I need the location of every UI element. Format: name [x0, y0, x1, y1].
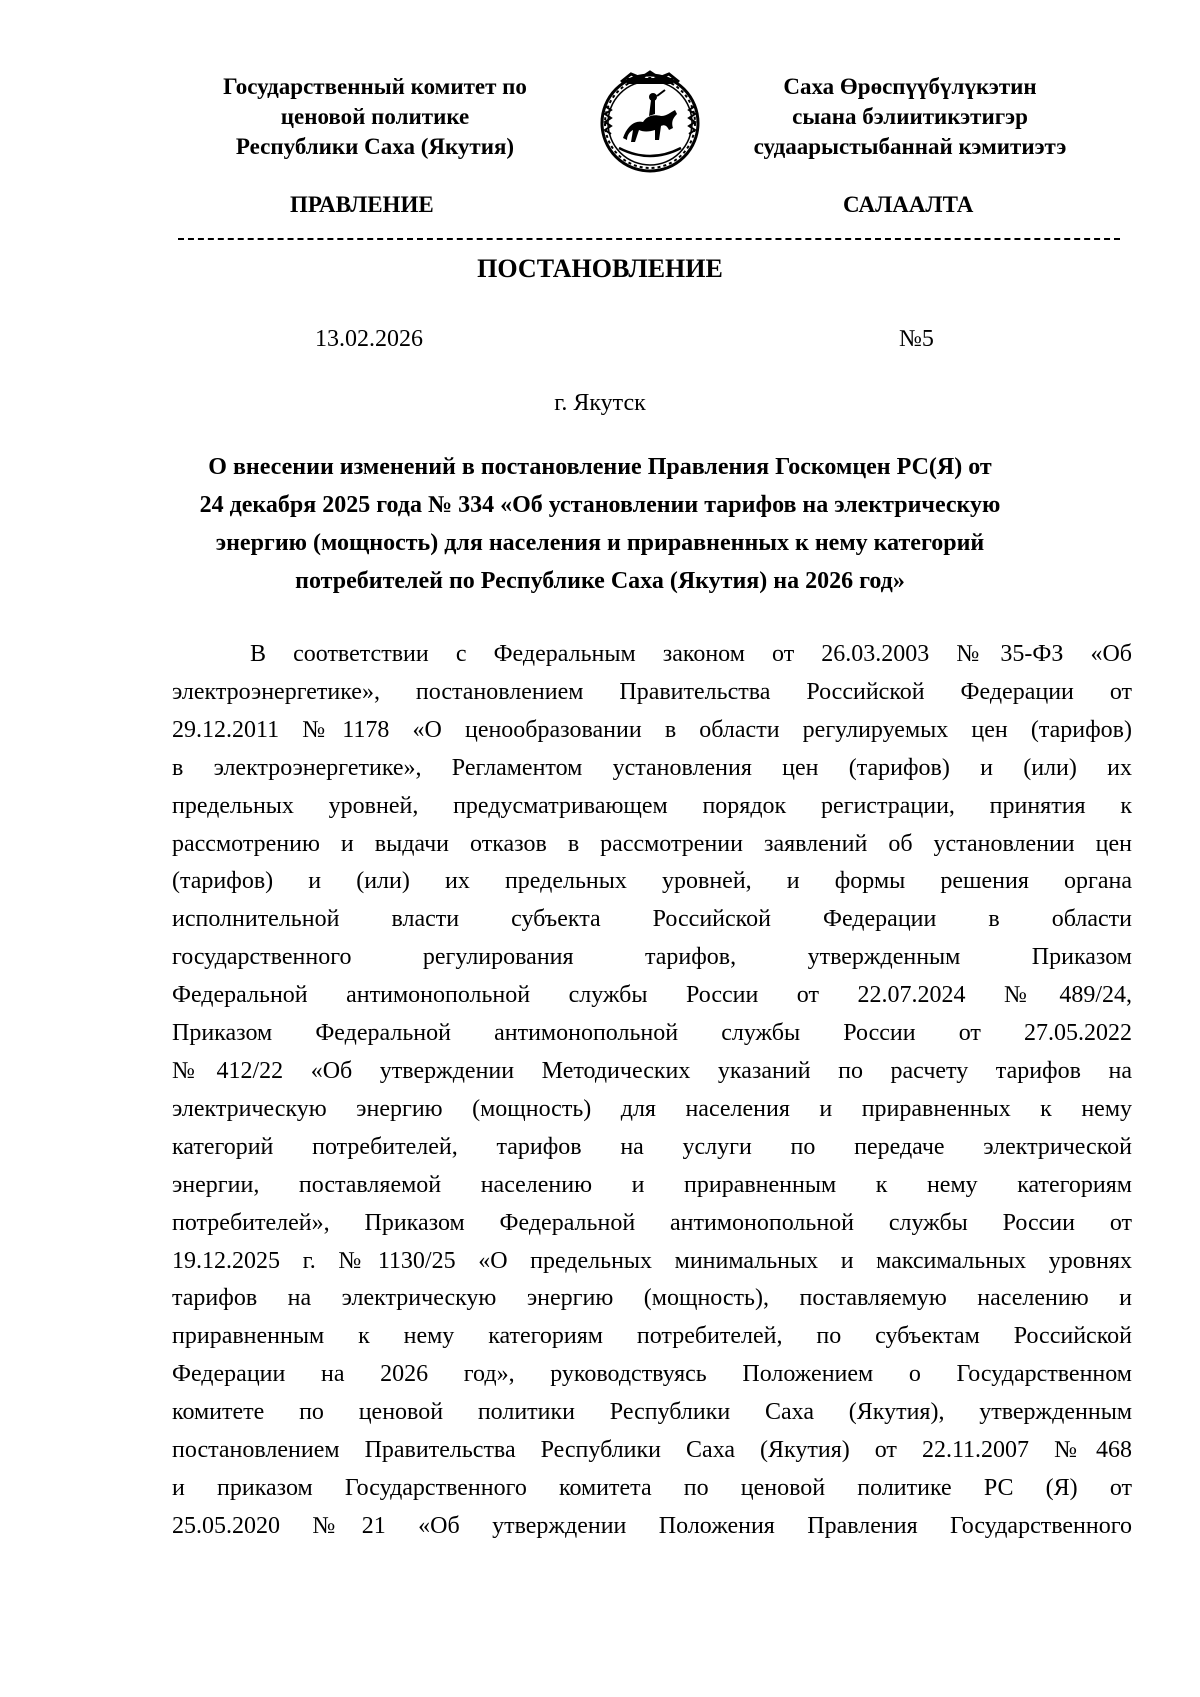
header-right-org — [715, 72, 1105, 162]
body-line: и приказом Государственного комитета по ценовой политике РС (Я) от — [172, 1474, 1132, 1501]
body-line: В соответствии с Федеральным законом от 26.03.2003 №35-ФЗ «Об — [250, 641, 1132, 667]
body-line: категорий потребителей, тарифов на услуги по передаче электрической — [172, 1133, 1132, 1160]
body-line: исполнительной власти субъекта Российской Федерации в области — [172, 906, 1132, 933]
header-left-line: ценовой политике — [280, 104, 470, 129]
body-line: электроэнергетике», постановлением Правительства Российской Федерации от — [172, 678, 1132, 705]
body-line: №412/22 «Об утверждении Методических указаний по расчету тарифов на — [172, 1057, 1132, 1084]
body-line: Федеральной антимонопольной службы России от 22.07.2024 №489/24, — [172, 982, 1132, 1009]
document-number: №5 — [899, 326, 934, 352]
header-right-line: сыана бэлиитикэтигэр — [792, 104, 1028, 129]
body-line: государственного регулирования тарифов, утвержденным Приказом — [172, 944, 1132, 971]
body-line: потребителей», Приказом Федеральной антимонопольной службы России от — [172, 1209, 1132, 1236]
subject-line: энергию (мощность) для населения и приравненных к нему категорий — [215, 530, 985, 556]
body-line: приравненным к нему категориям потребителей, по субъектам Российской — [172, 1323, 1132, 1350]
body-line: постановлением Правительства Республики Саха (Якутия) от 22.11.2007 №468 — [172, 1437, 1132, 1464]
subject-line: 24 декабря 2025 года № 334 «Об установлении тарифов на электрическую — [199, 492, 1001, 518]
header-left-line: Государственный комитет по — [223, 74, 527, 99]
document-body — [172, 636, 1132, 1546]
body-line: рассмотрению и выдачи отказов в рассмотрении заявлений об установлении цен — [172, 830, 1132, 857]
body-line: 19.12.2025 г. №1130/25 «О предельных минимальных и максимальных уровнях — [172, 1247, 1132, 1274]
department-right-label: САЛААЛТА — [843, 192, 974, 217]
body-line: тарифов на электрическую энергию (мощность), поставляемую населению и — [172, 1285, 1132, 1312]
document-city: г. Якутск — [554, 390, 646, 416]
subject-line: О внесении изменений в постановление Правления Госкомцен РС(Я) от — [208, 454, 992, 480]
body-line: в электроэнергетике», Регламентом установления цен (тарифов) и (или) их — [172, 754, 1132, 781]
body-line: энергии, поставляемой населению и приравненным к нему категориям — [172, 1171, 1132, 1198]
body-line: Федерации на 2026 год», руководствуясь Положением о Государственном — [172, 1361, 1132, 1388]
department-left-label: ПРАВЛЕНИЕ — [290, 192, 434, 217]
coat-of-arms-emblem-icon — [591, 66, 709, 176]
body-line: электрическую энергию (мощность) для населения и приравненных к нему — [172, 1095, 1132, 1122]
dashed-divider — [178, 238, 1120, 240]
header-left-org — [165, 72, 585, 162]
document-subject — [160, 448, 1040, 600]
header-right-line: Саха Өрөспүүбүлүкэтин — [783, 74, 1037, 99]
document-date: 13.02.2026 — [315, 326, 423, 352]
body-line: предельных уровней, предусматривающем порядок регистрации, принятия к — [172, 792, 1132, 819]
body-line: комитете по ценовой политики Республики Саха (Якутия), утвержденным — [172, 1399, 1132, 1426]
body-line: (тарифов) и (или) их предельных уровней, и формы решения органа — [172, 868, 1132, 895]
body-line: 29.12.2011 №1178 «О ценообразовании в области регулируемых цен (тарифов) — [172, 716, 1132, 743]
subject-line: потребителей по Республике Саха (Якутия) на 2026 год» — [295, 568, 905, 594]
body-line: 25.05.2020 №21 «Об утверждении Положения Правления Государственного — [172, 1512, 1132, 1539]
document-type-title: ПОСТАНОВЛЕНИЕ — [477, 254, 723, 283]
body-line: Приказом Федеральной антимонопольной службы России от 27.05.2022 — [172, 1020, 1132, 1047]
header-right-line: судаарыстыбаннай кэмитиэтэ — [753, 134, 1067, 159]
header-left-line: Республики Саха (Якутия) — [235, 134, 515, 159]
